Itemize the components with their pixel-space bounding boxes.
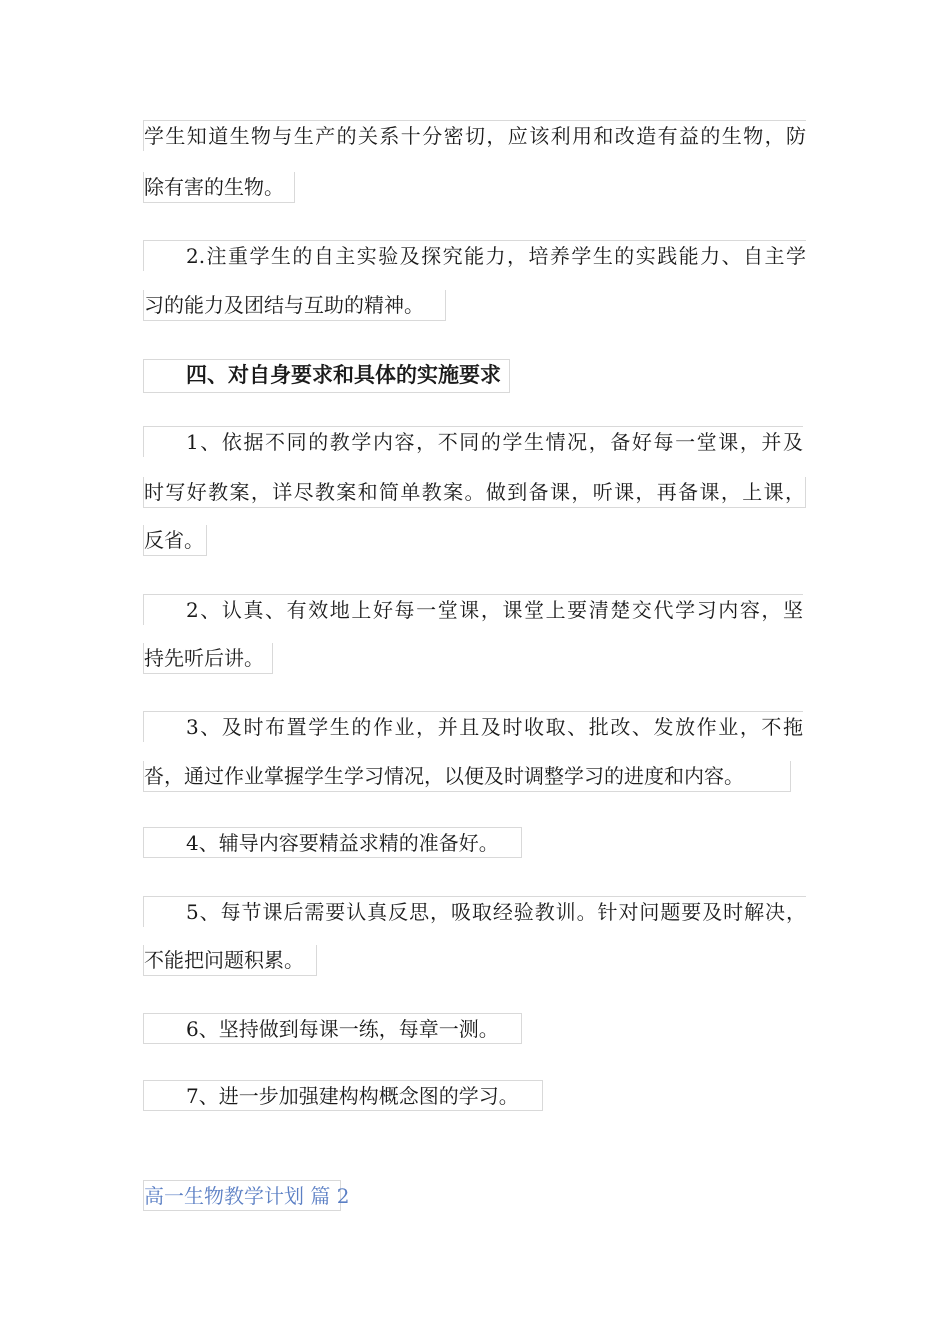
paragraph-line: [143, 240, 806, 271]
list-item-text: 2、认真、有效地上好每一堂课，课堂上要清楚交代学习内容，坚: [186, 598, 803, 622]
next-section-link-text[interactable]: 高一生物教学计划 篇 2: [144, 1184, 350, 1208]
list-item-line: [143, 426, 803, 457]
paragraph-line: [143, 120, 806, 151]
list-item-line: [143, 896, 806, 927]
paragraph-text: 习的能力及团结与互助的精神。: [144, 293, 424, 317]
section-heading-text: 四、对自身要求和具体的实施要求: [186, 363, 501, 387]
list-item-text: 沓，通过作业掌握学生学习情况，以便及时调整学习的进度和内容。: [144, 764, 744, 788]
list-item-text: 1、依据不同的教学内容，不同的学生情况，备好每一堂课，并及: [186, 430, 803, 454]
list-item-line: [143, 643, 273, 674]
list-item-text: 4、辅导内容要精益求精的准备好。: [186, 831, 499, 855]
list-item-text: 不能把问题积累。: [144, 948, 304, 972]
paragraph-line: [143, 290, 446, 321]
list-item-line: [143, 1013, 522, 1044]
list-item-text: 持先听后讲。: [144, 646, 264, 670]
list-item-line: [143, 945, 317, 976]
list-item-line: [143, 827, 522, 858]
list-item-line: [143, 477, 806, 508]
list-item-text: 5、每节课后需要认真反思，吸取经验教训。针对问题要及时解决，: [186, 900, 806, 924]
list-item-line: [143, 761, 791, 792]
paragraph-text: 2.注重学生的自主实验及探究能力，培养学生的实践能力、自主学: [186, 244, 806, 268]
list-item-text: 7、进一步加强建构构概念图的学习。: [186, 1084, 519, 1108]
paragraph-text: 学生知道生物与生产的关系十分密切，应该利用和改造有益的生物，防: [144, 124, 806, 148]
list-item-text: 3、及时布置学生的作业，并且及时收取、批改、发放作业，不拖: [186, 715, 803, 739]
list-item-line: [143, 711, 803, 742]
paragraph-line: [143, 172, 295, 203]
paragraph-text: 除有害的生物。: [144, 175, 284, 199]
list-item-line: [143, 594, 803, 625]
list-item-line: [143, 525, 207, 556]
next-section-link[interactable]: [143, 1180, 350, 1211]
list-item-text: 反省。: [144, 528, 204, 552]
list-item-text: 时写好教案，详尽教案和简单教案。做到备课，听课，再备课，上课，: [144, 480, 805, 504]
list-item-text: 6、坚持做到每课一练，每章一测。: [186, 1017, 499, 1041]
list-item-line: [143, 1080, 543, 1111]
section-heading: [143, 359, 510, 393]
